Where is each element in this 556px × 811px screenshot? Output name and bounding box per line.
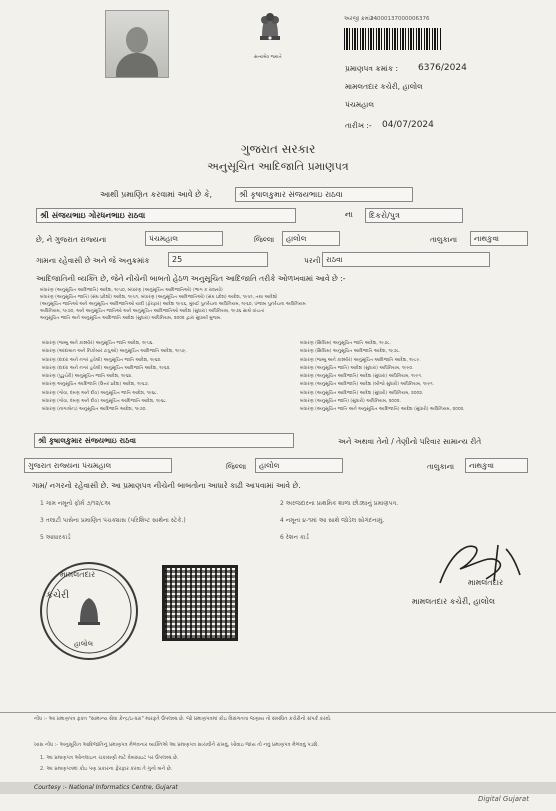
- orders-right-list: [300, 340, 540, 415]
- footer-courtesy: Courtesy :- National Informatics Centre, Gujarat: [34, 784, 178, 791]
- issue-date: 04/07/2024: [382, 120, 434, 130]
- order-item: બંધારણ (આંદામાન અને નિકોબાર ટાપુઓ) અનુસૂચિત આદિજાતિ આદેશ, ૧૯૫૯.: [42, 349, 187, 355]
- document-item: 4 નમૂના ૪-૧માં આ સાથે જોડેલ સોગંદનામું.: [280, 517, 385, 524]
- fine-print-line: (અનુસૂચિત જાતિઓ અને અનુસૂચિત આદિજાતિઓ યાદી (ફેરફાર) આદેશ ૧૯૫૬, મુંબઈ પુનર્રચના અધિનિયમ, ૧૯૬૦, પંજાબ પુનર્રચના અધિનિયમ: [40, 302, 306, 307]
- qr-code: [162, 565, 238, 641]
- order-item: બંધારણ (અનુસૂચિત જાતિ) આદેશ (સુધારા) અધિનિયમ, ૧૯૯૦.: [300, 365, 414, 371]
- order-item: બંધારણ (દાદરા અને નગર હવેલી) અનુસૂચિત આદિજાતિ આદેશ, ૧૯૬૨.: [42, 365, 171, 371]
- residence-village: નાથકુવા: [465, 458, 528, 473]
- office-line2: પંચમહાલ: [345, 100, 375, 109]
- order-item: બંધારણ (સિક્કિમ) અનુસૂચિત જાતિ આદેશ, ૧૯૭૮.: [300, 341, 392, 346]
- father-name: શ્રી સંજયભાઇ ગોરધનભાઇ રાઠવા: [36, 208, 296, 223]
- declaration: આદિજાતિની વ્યક્તિ છે, જેને નીચેની બાબતો હેઠળ અનુસૂચિત આદિજાતિ તરીકે ઓળખવામાં આવે છે :-: [36, 274, 346, 283]
- orders-left-list: [42, 340, 272, 415]
- barcode: [344, 28, 442, 50]
- signatory-title: મામલતદાર: [468, 578, 504, 587]
- date-label: તારીખ :-: [345, 121, 372, 130]
- order-item: બંધારણ (દાદરા અને નગર હવેલી) અનુસૂચિત જાતિ આદેશ, ૧૯૬૨.: [42, 357, 162, 363]
- residence-taluka: હાલોલ: [255, 458, 343, 473]
- order-item: બંધારણ (સિક્કિમ) અનુસૂચિત આદિજાતિ આદેશ, ૧૯૭૮.: [300, 349, 401, 355]
- cert-number-label: પ્રમાણપત્ર ક્રમાંક :: [345, 64, 399, 73]
- order-item: બંધારણ (અનુસૂચિત આદિજાતિ) આદેશ (બીજો સુધારો) અધિનિયમ, ૧૯૯૧.: [300, 382, 435, 388]
- government-title: ગુજરાત સરકાર: [240, 142, 316, 156]
- notes-divider: [0, 712, 556, 713]
- signatory-office: મામલતદાર કચેરી, હાલોલ: [412, 597, 496, 606]
- order-item: બંધારણ (પુડુચેરી) અનુસૂચિત જાતિ આદેશ, ૧૯૬૪.: [42, 374, 133, 380]
- fine-print-line: અધિનિયમ, ૧૯૭૦, અને અનુસૂચિત જાતિઓ અને અનુસૂચિત આદિજાતિઓ આદેશ (સુધારા) અધિનિયમ, ૧૯૭૬ સાથે વાંચતાં: [40, 309, 265, 314]
- seal-bottom-text: હાલોલ: [74, 640, 94, 648]
- fine-print-line: બંધારણ (અનુસૂચિત આદિજાતિ) આદેશ, ૧૯૫૦, બંધારણ (અનુસૂચિત આદિજાતિઓ) (ભાગ ક રાજ્યો): [40, 288, 223, 293]
- district-label: જિલ્લા: [254, 235, 275, 244]
- taluka-label: તાલુકાના: [430, 235, 458, 244]
- document-item: 6 રેશન કાર્ડ: [280, 534, 309, 541]
- seal-top-text: મામલતદાર: [60, 570, 96, 579]
- applicant-name: શ્રી કૃષાલકુમાર સંજયભાઇ રાઠવા: [235, 187, 413, 202]
- order-item: બંધારણ (અનુસૂચિત આદિજાતિ) આદેશ (સુધારો) અધિનિયમ, ૨૦૦૨.: [300, 390, 424, 396]
- residence-district: પંચમહાલ: [82, 461, 112, 470]
- residence-prefix-text: ગુજરાત રાજ્યના: [28, 461, 80, 470]
- seal-center-text: કચેરી: [46, 590, 70, 601]
- relation-prefix: ના: [345, 210, 353, 219]
- state-text: છે, ને ગુજરાત રાજ્યના: [36, 235, 107, 244]
- serial-label: અરજી ક્રમાંક :: [344, 16, 378, 22]
- residence-text: ગામ/ નગરનો રહેવાસી છે. આ પ્રમાણપત્ર નીચેની બાબતોના આધારે કાઢી આપવામાં આવે છે.: [32, 481, 301, 490]
- note-line: નોંધ :- આ પ્રમાણપત્ર ફક્ત "સામાન્ય સેવા કેન્દ્ર/ઇ-ધરા" મારફતે ઉપલબ્ધ છે. જો પ્રમાણપત્રમાં કોઇ વિસંગતતા જણાય તો સંબંધિત કચેરીનો સંપર્ક કરવો.: [34, 716, 332, 722]
- note-line: 2. આ પ્રમાણપત્રમાં કોઇ પણ પ્રકારના ફેરફાર કરવા તે ગુનો બને છે.: [40, 766, 173, 772]
- office-line1: મામલતદાર કચેરી, હાલોલ: [345, 82, 423, 91]
- fine-print-line: બંધારણ (અનુસૂચિત જાતિ) (સંઘ પ્રદેશો) આદેશ, ૧૯૫૧, બંધારણ (અનુસૂચિત આદિજાતિઓ) (સંઘ પ્રદેશ) આદેશ, ૧૯૫૧, તથા આદેશો: [40, 295, 278, 300]
- taluka-value: હાલોલ: [282, 231, 340, 246]
- order-item: બંધારણ (અનુસૂચિત જાતિ અને અનુસૂચિત આદિજાતિ) આદેશ (સુધારો) અધિનિયમ, ૨૦૦૨.: [300, 407, 465, 413]
- footer-brand: Digital Gujarat: [478, 795, 529, 803]
- order-item: બંધારણ (નાગાલેન્ડ) અનુસૂચિત આદિજાતિ આદેશ, ૧૯૭૦.: [42, 407, 147, 413]
- village-prefix: ગામના રહેવાસી છે અને જે અનુક્રમાંક: [36, 256, 150, 265]
- caste-prefix: પરની: [304, 256, 321, 265]
- order-item: બંધારણ (અનુસૂચિત આદિજાતિ) આદેશ (સુધારા) અધિનિયમ, ૧૯૯૧.: [300, 374, 423, 380]
- family-text: અને અથવા તેનો / તેણીનો પરિવાર સામાન્ય રીતે: [338, 437, 482, 446]
- village-value: નાથકુવા: [470, 231, 528, 246]
- family-name: શ્રી કૃષાલકુમાર સંજયભાઇ રાઠવા: [34, 433, 294, 448]
- relation: દિકરો/પુત્ર: [365, 208, 463, 223]
- order-item: બંધારણ અનુસૂચિત આદિજાતિ (ઉત્તર પ્રદેશ) આદેશ, ૧૯૬૭.: [42, 382, 150, 388]
- order-item: બંધારણ (જમ્મુ અને કાશ્મીર) અનુસૂચિત જાતિ આદેશ, ૧૯૫૬.: [42, 341, 154, 346]
- note-line: ખાસ નોંધ :- અનુસૂચિત આદિજાતિનું પ્રમાણપત્ર મેળવનાર વ્યક્તિએ આ પ્રમાણપત્ર સાચવીને રાખવું, ખોવાઇ જાય તો નવું પ્રમાણપત્ર મેળવવું પડશે.: [34, 742, 319, 748]
- serial-number: 24000137000006376: [370, 16, 430, 22]
- applicant-photo: [105, 10, 169, 78]
- document-item: 3 તલાટી પાસેના પ્રમાણિત પંચક્યાસ (પરિશિષ્ટ સાથેના સ્ટેકે.): [40, 517, 186, 524]
- fine-print-block: [40, 287, 540, 322]
- national-emblem-icon: [252, 8, 288, 52]
- serial-in-list: 25: [168, 252, 268, 267]
- order-item: બંધારણ (અનુસૂચિત જાતિ) (સુધારો) અધિનિયમ, ૨૦૦૨.: [300, 399, 401, 405]
- emblem-caption: સત્યમેવ જયતે: [254, 55, 282, 60]
- document-item: 2 અરજદારના પ્રાથમિક શાળા છોડ્યાનું પ્રમાણપત્ર.: [280, 500, 399, 507]
- certificate-title: અનુસૂચિત આદિજાતિ પ્રમાણપત્ર: [207, 160, 349, 173]
- residence-taluka-label: તાલુકાના: [427, 462, 455, 471]
- order-item: બંધારણ (ગોવા, દમણ અને દીવ) અનુસૂચિત આદિજાતિ આદેશ, ૧૯૬૮.: [42, 399, 168, 405]
- certify-text: આથી પ્રમાણિત કરવામાં આવે છે કે,: [100, 190, 213, 199]
- cert-number: 6376/2024: [418, 63, 467, 73]
- order-item: બંધારણ (જમ્મુ અને કાશ્મીર) અનુસૂચિત આદિજાતિ આદેશ, ૧૯૮૯.: [300, 357, 421, 363]
- district-value: પંચમહાલ: [145, 231, 223, 246]
- residence-district-label: જિલ્લા: [226, 462, 247, 471]
- document-item: 1 ગામ નમૂનો ફોર્મ ૭/૧૨/૮અ: [40, 500, 111, 507]
- fine-print-line: અનુસૂચિત જાતિ અને અનુસૂચિત આદિજાતિ આદેશ (સુધારા) અધિનિયમ, ૨૦૦૨ દ્વારા સુધાર્યા મુજબ.: [40, 316, 222, 321]
- caste-value: રાઠવા: [322, 252, 490, 267]
- residence-prefix: [24, 458, 172, 473]
- note-line: 1. આ પ્રમાણપત્ર ઓનલાઇન ચકાસણી માટે વેબસાઇટ પર ઉપલબ્ધ છે.: [40, 755, 179, 761]
- order-item: બંધારણ (ગોવા, દમણ અને દીવ) અનુસૂચિત જાતિ આદેશ, ૧૯૬૮.: [42, 390, 159, 396]
- document-item: 5 આધારકાર્ડ: [40, 534, 71, 541]
